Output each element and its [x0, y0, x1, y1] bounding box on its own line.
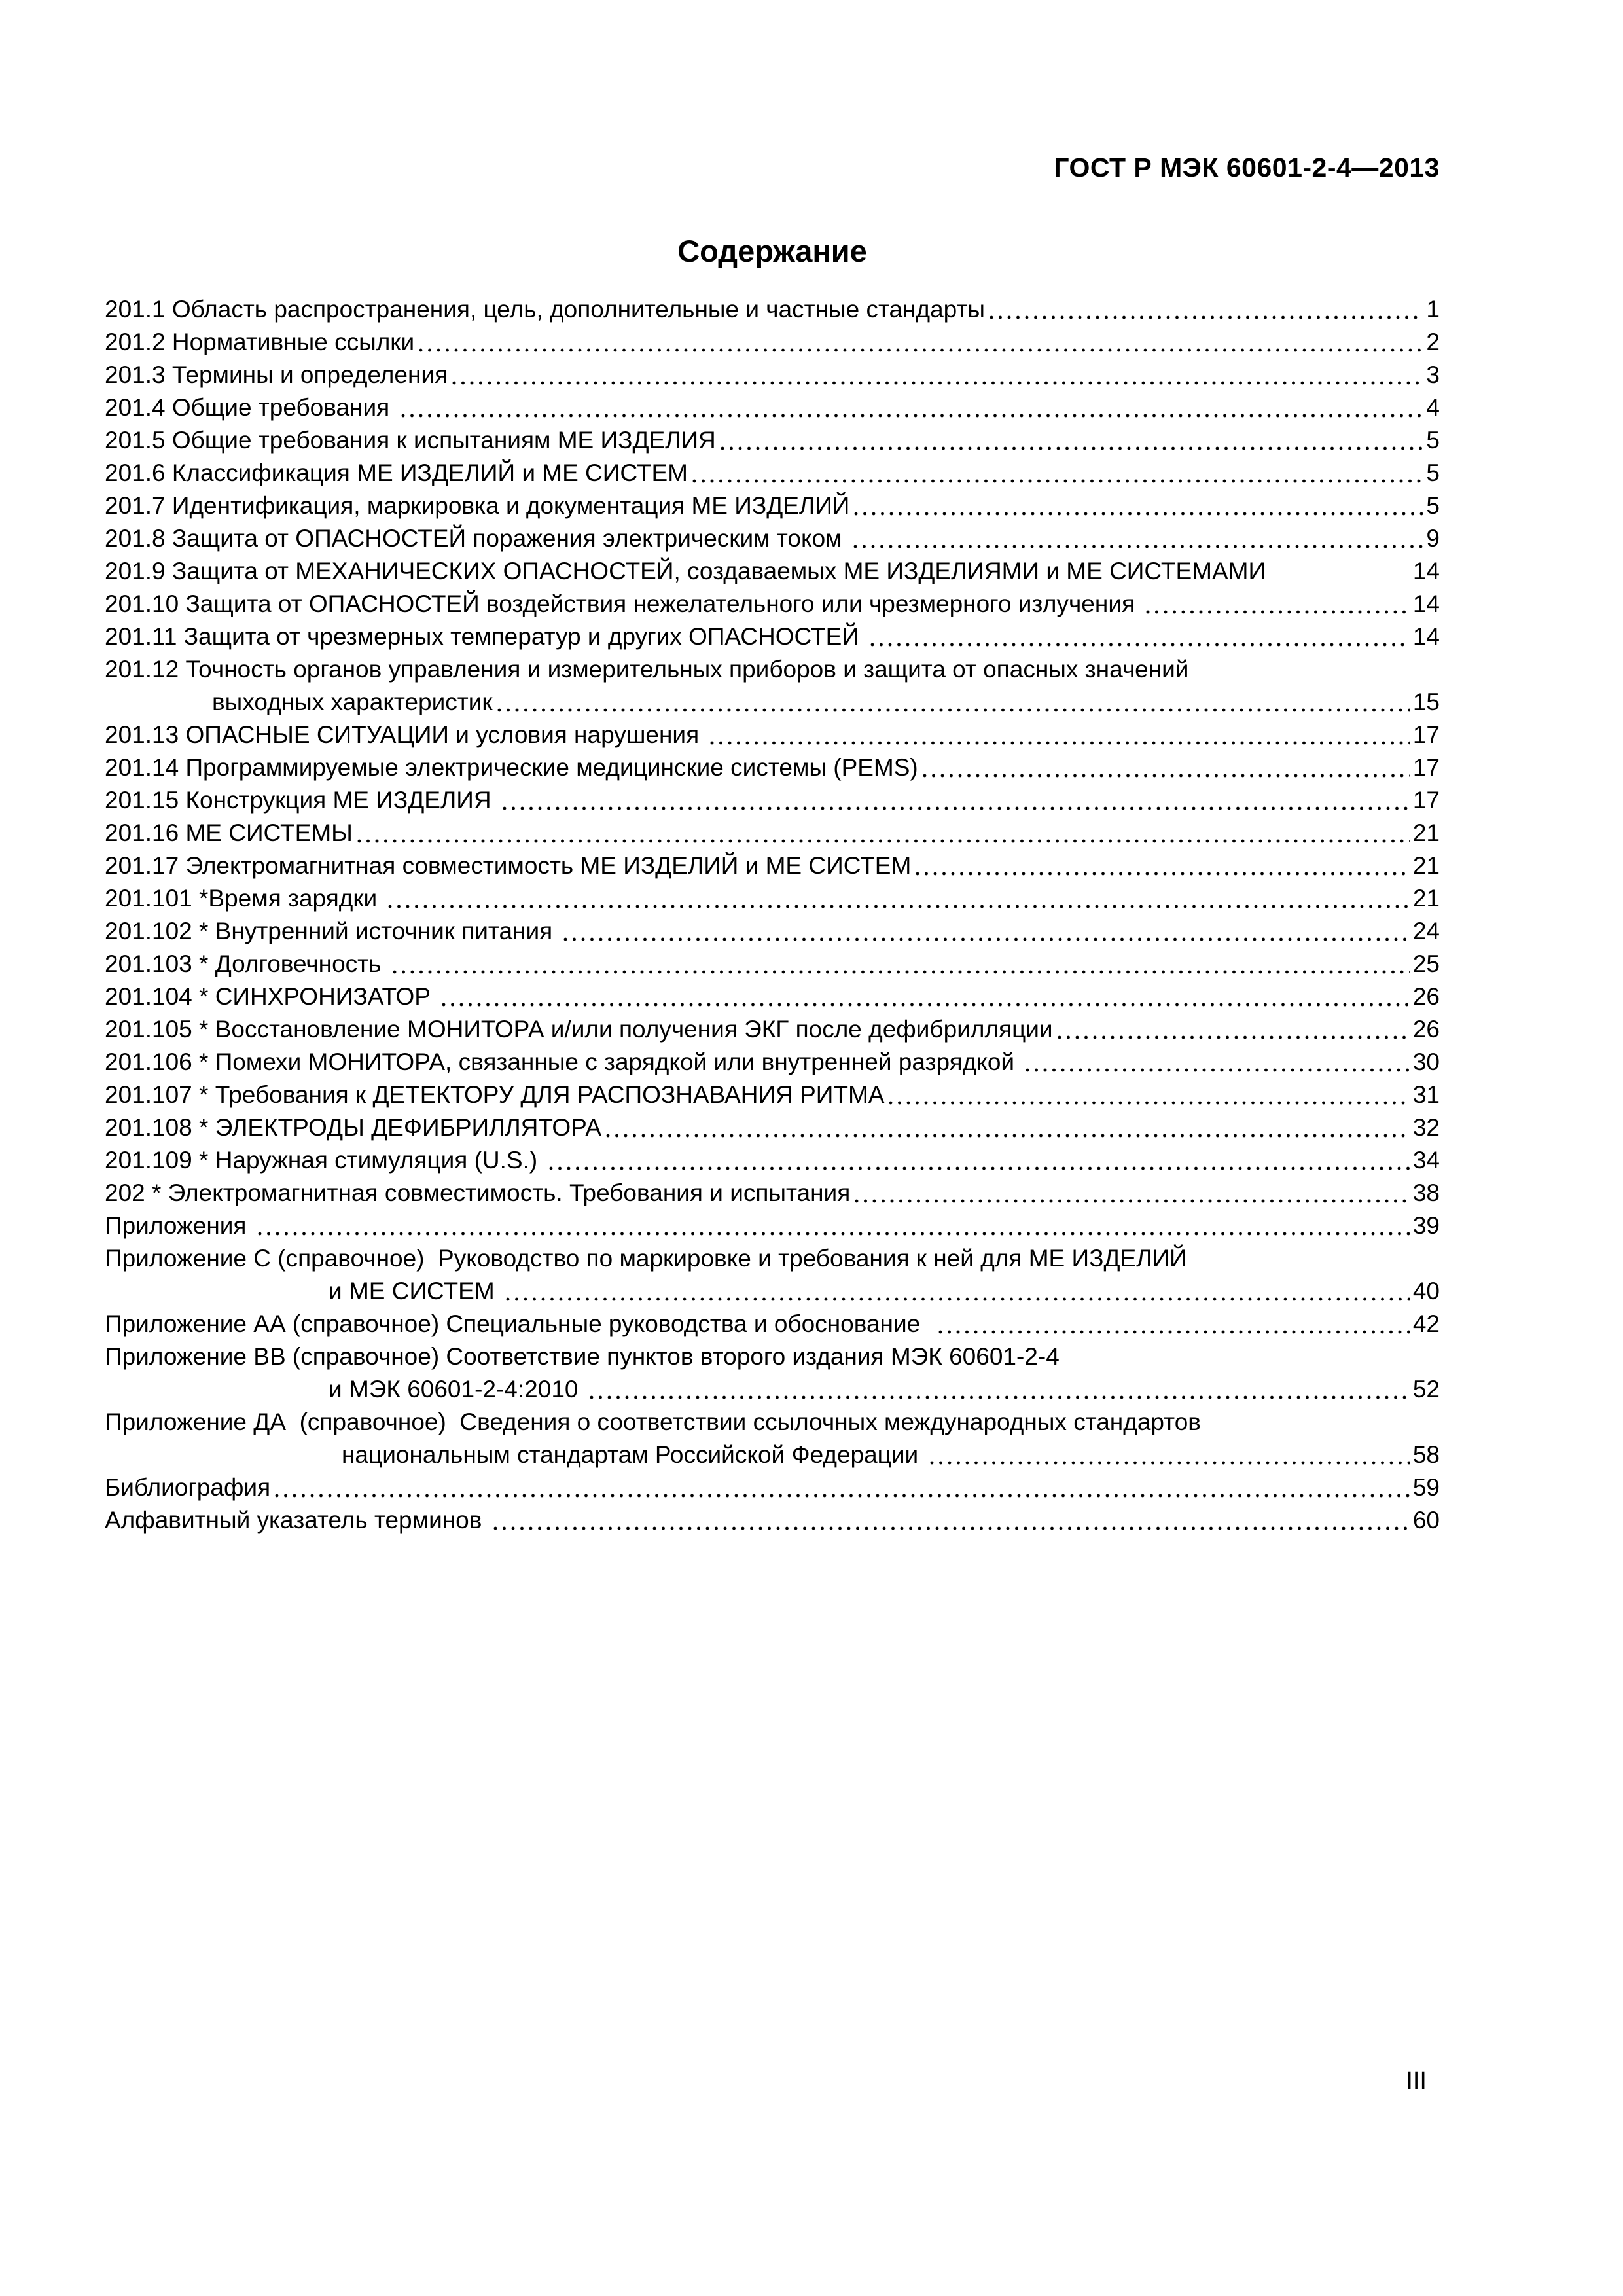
toc-page-number: 40	[1412, 1278, 1440, 1304]
toc-entry-text: 201.12 Точность органов управления и измерительных приборов и защита от опасных значений	[105, 656, 1189, 683]
dot-leader	[889, 1079, 1410, 1111]
toc-entry-text: 201.13 ОПАСНЫЕ СИТУАЦИИ и условия нарушения	[105, 721, 706, 748]
toc-entry-line	[105, 522, 1440, 555]
toc-page-number: 4	[1426, 394, 1440, 421]
dot-leader	[854, 490, 1423, 522]
toc-page-number: 39	[1412, 1212, 1440, 1239]
toc-entry-line	[105, 850, 1440, 882]
toc-page-number: 5	[1426, 492, 1440, 519]
toc-entry-line	[105, 1439, 1440, 1471]
document-header: ГОСТ Р МЭК 60601-2-4—2013	[1054, 152, 1440, 183]
toc-entry-text: 201.6 Классификация МЕ ИЗДЕЛИЙ и МЕ СИСТЕМ	[105, 459, 688, 486]
dot-leader	[493, 1504, 1410, 1537]
dot-leader	[1146, 588, 1410, 620]
toc-entry-line	[105, 784, 1440, 817]
toc-entry-text: 201.4 Общие требования	[105, 394, 397, 421]
toc-page-number: 21	[1412, 819, 1440, 846]
dot-leader	[853, 522, 1424, 555]
toc-entry-text: 201.105 * Восстановление МОНИТОРА и/или получения ЭКГ после дефибрилляции	[105, 1016, 1053, 1043]
toc-entry-line	[105, 915, 1440, 948]
toc-entry-text: выходных характеристик	[212, 689, 493, 715]
dot-leader	[721, 424, 1424, 457]
toc-entry-text: и МЭК 60601-2-4:2010	[329, 1376, 585, 1403]
toc-page-number: 17	[1412, 754, 1440, 781]
toc-entry-line	[105, 1079, 1440, 1111]
toc-entry-text: 201.107 * Требования к ДЕТЕКТОРУ ДЛЯ РАСПОЗНАВАНИЯ РИТМА	[105, 1081, 885, 1108]
toc-entry-text: Библиография	[105, 1474, 271, 1501]
toc-entry-line	[105, 1210, 1440, 1242]
toc-page-number: 3	[1426, 361, 1440, 388]
dot-leader	[923, 751, 1410, 784]
toc-entry-line	[105, 948, 1440, 980]
toc-entry-line	[105, 620, 1440, 653]
toc-page-number: 59	[1412, 1474, 1440, 1501]
toc-entry-text: и МЕ СИСТЕМ	[329, 1278, 501, 1304]
dot-leader	[419, 326, 1423, 359]
dot-leader	[916, 850, 1410, 882]
toc-page-number: 26	[1412, 983, 1440, 1010]
toc-entry-line	[105, 293, 1440, 326]
dot-leader	[930, 1439, 1410, 1471]
toc-entry-text: 201.15 Конструкция МЕ ИЗДЕЛИЯ	[105, 787, 498, 814]
toc-entry-line	[105, 1111, 1440, 1144]
toc-page-number: 25	[1412, 950, 1440, 977]
toc-entry-text: 201.11 Защита от чрезмерных температур и других ОПАСНОСТЕЙ	[105, 623, 866, 650]
toc-entry-text: 201.106 * Помехи МОНИТОРА, связанные с зарядкой или внутренней разрядкой	[105, 1049, 1022, 1075]
toc-entry-text: Приложение АА (справочное) Специальные руководства и обоснование	[105, 1310, 934, 1337]
toc-entry-line	[105, 1406, 1440, 1439]
toc-page-number: 24	[1412, 918, 1440, 944]
dot-leader	[357, 817, 1410, 850]
toc-entry-line	[105, 457, 1440, 490]
toc-entry-line	[105, 424, 1440, 457]
dot-leader	[258, 1210, 1410, 1242]
toc-entry-line	[105, 653, 1440, 686]
toc-page-number: 14	[1412, 623, 1440, 650]
toc-entry-text: 201.104 * СИНХРОНИЗАТОР	[105, 983, 438, 1010]
toc-entry-line	[105, 686, 1440, 719]
toc-entry-text: 201.3 Термины и определения	[105, 361, 448, 388]
toc-page-number: 52	[1412, 1376, 1440, 1403]
dot-leader	[692, 457, 1423, 490]
toc-entry-line	[105, 980, 1440, 1013]
toc-entry-text: 201.108 * ЭЛЕКТРОДЫ ДЕФИБРИЛЛЯТОРА	[105, 1114, 602, 1141]
toc-page-number: 38	[1412, 1179, 1440, 1206]
toc-page-number: 30	[1412, 1049, 1440, 1075]
toc-entry-text: 201.8 Защита от ОПАСНОСТЕЙ поражения электрическим током	[105, 525, 849, 552]
dot-leader	[388, 882, 1410, 915]
toc-page-number: 14	[1412, 590, 1440, 617]
toc-entry-line	[105, 391, 1440, 424]
toc-entry-text: 201.17 Электромагнитная совместимость МЕ ИЗДЕЛИЙ и МЕ СИСТЕМ	[105, 852, 912, 879]
toc-entry-line	[105, 1013, 1440, 1046]
toc-entry-line	[105, 588, 1440, 620]
toc-entry-text: 201.9 Защита от МЕХАНИЧЕСКИХ ОПАСНОСТЕЙ, создаваемых МЕ ИЗДЕЛИЯМИ и МЕ СИСТЕМАМИ	[105, 558, 1266, 584]
toc-entry-text: 202 * Электромагнитная совместимость. Требования и испытания	[105, 1179, 851, 1206]
toc-entry-line	[105, 1046, 1440, 1079]
toc-entry-text: 201.102 * Внутренний источник питания	[105, 918, 560, 944]
dot-leader	[938, 1308, 1410, 1340]
toc-entry-text: Приложение С (справочное) Руководство по маркировке и требования к ней для МЕ ИЗДЕЛИЙ	[105, 1245, 1187, 1272]
toc-entry-line	[105, 1504, 1440, 1537]
toc-entry-text: 201.103 * Долговечность	[105, 950, 388, 977]
toc-entry-line	[105, 1471, 1440, 1504]
dot-leader	[275, 1471, 1410, 1504]
dot-leader	[442, 980, 1410, 1013]
dot-leader	[549, 1144, 1410, 1177]
toc-entry-line	[105, 1177, 1440, 1210]
toc-entry-text: 201.109 * Наружная стимуляция (U.S.)	[105, 1147, 544, 1174]
toc-entry-line	[105, 882, 1440, 915]
toc-entry-text: Приложение ДА (справочное) Сведения о соответствии ссылочных международных стандартов	[105, 1408, 1201, 1435]
toc-entry-line	[105, 1308, 1440, 1340]
toc-entry-line	[105, 326, 1440, 359]
toc-entry-line	[105, 1373, 1440, 1406]
toc-entry-text: 201.101 *Время зарядки	[105, 885, 384, 912]
toc-page-number: 21	[1412, 885, 1440, 912]
toc-entry-text: Алфавитный указатель терминов	[105, 1507, 489, 1534]
dot-leader	[1058, 1013, 1410, 1046]
toc-page-number: 60	[1412, 1507, 1440, 1534]
dot-leader	[393, 948, 1410, 980]
toc-entry-text: 201.16 МЕ СИСТЕМЫ	[105, 819, 353, 846]
toc-entry-line	[105, 359, 1440, 391]
toc-entry-text: 201.14 Программируемые электрические медицинские системы (PEMS)	[105, 754, 918, 781]
dot-leader	[401, 391, 1424, 424]
toc-page-number: 17	[1412, 721, 1440, 748]
dot-leader	[606, 1111, 1410, 1144]
toc-entry-text: 201.1 Область распространения, цель, дополнительные и частные стандарты	[105, 296, 985, 323]
toc-entry-text: 201.5 Общие требования к испытаниям МЕ ИЗДЕЛИЯ	[105, 427, 716, 454]
toc-page-number: 1	[1426, 296, 1440, 323]
dot-leader	[563, 915, 1410, 948]
toc-page-number: 17	[1412, 787, 1440, 814]
page-title: Содержание	[677, 234, 867, 268]
toc-list	[105, 293, 1440, 1537]
toc-entry-text: 201.10 Защита от ОПАСНОСТЕЙ воздействия нежелательного или чрезмерного излучения	[105, 590, 1142, 617]
toc-page-number: 26	[1412, 1016, 1440, 1043]
toc-page-number: 31	[1412, 1081, 1440, 1108]
toc-entry-text: 201.7 Идентификация, маркировка и документация МЕ ИЗДЕЛИЙ	[105, 492, 850, 519]
dot-leader	[990, 293, 1423, 326]
toc-page-number: 32	[1412, 1114, 1440, 1141]
toc-entry-text: Приложение ВВ (справочное) Соответствие пунктов второго издания МЭК 60601-2-4	[105, 1343, 1060, 1370]
toc-entry-text: Приложения	[105, 1212, 253, 1239]
dot-leader	[497, 686, 1410, 719]
toc-page-number: 5	[1426, 427, 1440, 454]
toc-page-number: 9	[1426, 525, 1440, 552]
toc-page-number: 14	[1412, 558, 1440, 584]
dot-leader	[506, 1275, 1410, 1308]
dot-leader	[452, 359, 1423, 391]
toc-entry-line	[105, 490, 1440, 522]
toc-entry-line	[105, 1275, 1440, 1308]
toc-entry-line	[105, 1242, 1440, 1275]
toc-entry-line	[105, 719, 1440, 751]
dot-leader	[870, 620, 1410, 653]
toc-entry-text: национальным стандартам Российской Федерации	[342, 1441, 925, 1468]
dot-leader	[855, 1177, 1410, 1210]
toc-page-number: 42	[1412, 1310, 1440, 1337]
toc-entry-line	[105, 1144, 1440, 1177]
toc-page-number: 21	[1412, 852, 1440, 879]
page-number: III	[1406, 2067, 1427, 2094]
dot-leader	[590, 1373, 1410, 1406]
dot-leader	[503, 784, 1410, 817]
toc-entry-text: 201.2 Нормативные ссылки	[105, 329, 415, 355]
toc-page-number: 58	[1412, 1441, 1440, 1468]
dot-leader	[710, 719, 1410, 751]
toc-entry-line	[105, 817, 1440, 850]
toc-page-number: 5	[1426, 459, 1440, 486]
toc-page-number: 2	[1426, 329, 1440, 355]
toc-page-number: 34	[1412, 1147, 1440, 1174]
toc-page-number: 15	[1412, 689, 1440, 715]
toc-entry-line	[105, 1340, 1440, 1373]
toc-entry-line	[105, 751, 1440, 784]
dot-leader	[1026, 1046, 1410, 1079]
toc-entry-line	[105, 555, 1440, 588]
